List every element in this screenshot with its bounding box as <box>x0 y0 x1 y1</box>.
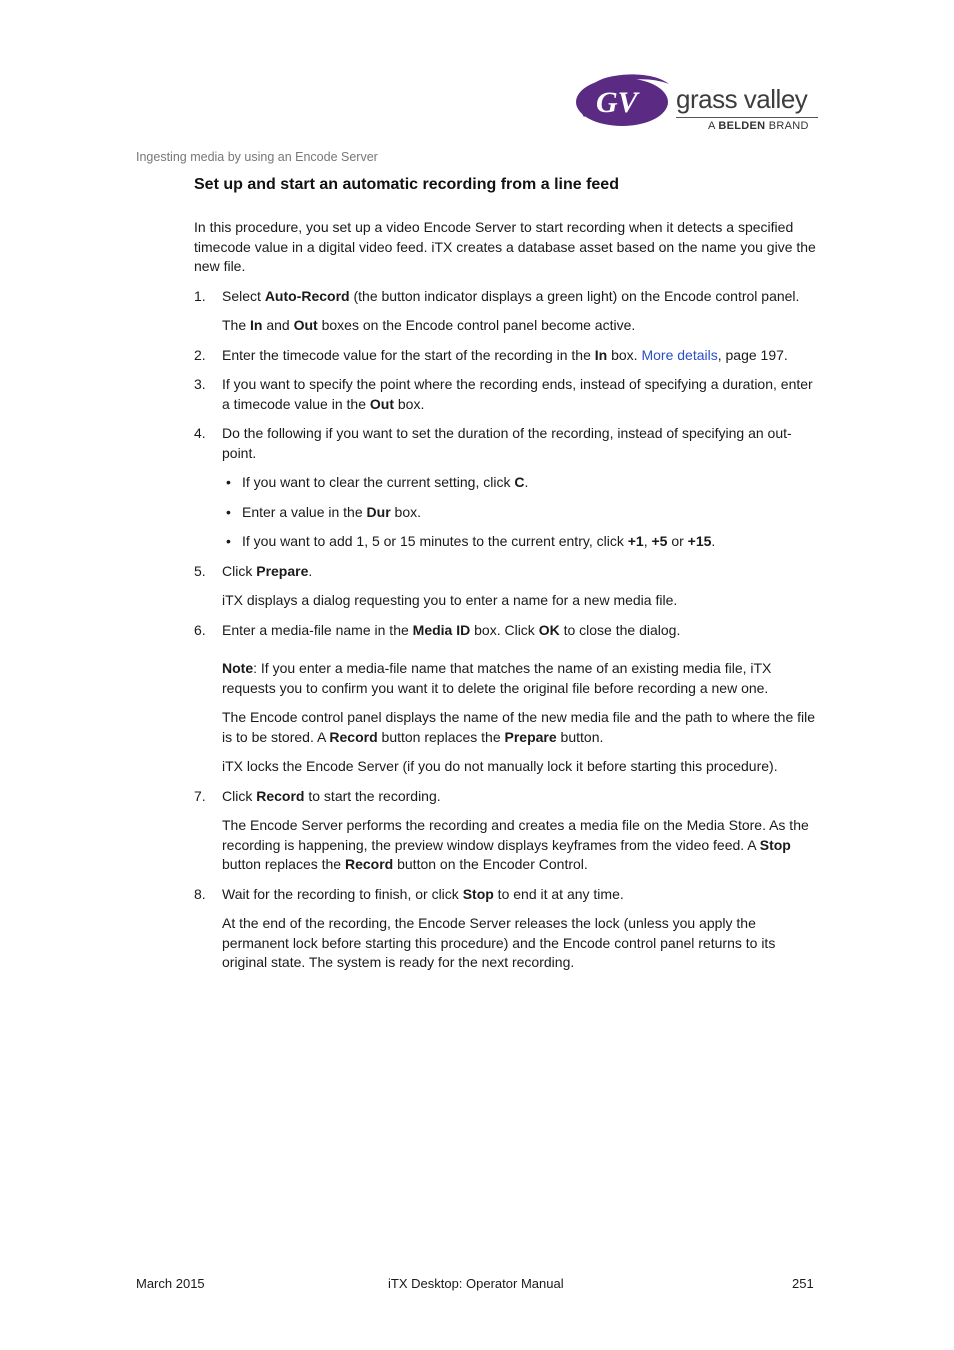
grass-valley-logo <box>574 70 824 136</box>
gv-emblem-icon <box>574 72 674 132</box>
step-6-note: Note: If you enter a media-file name that matches the name of an existing media file, iTX requests you to confirm you want it to delete the original file before recording a new one. <box>222 660 772 696</box>
logo-tagline: A BELDEN BRAND <box>708 120 809 132</box>
step-5-detail: iTX displays a dialog requesting you to enter a name for a new media file. <box>222 592 678 608</box>
step-number: 5. <box>194 562 206 579</box>
step-8: 8. Wait for the recording to finish, or click Stop to end it at any time. <box>194 885 824 905</box>
svg-text:GV: GV <box>596 86 638 119</box>
step-6-detail: The Encode control panel displays the name of the new media file and the path to where the file is to be stored. A Record button replaces the Prepare button. <box>222 709 816 745</box>
step-number: 6. <box>194 621 206 638</box>
running-header: Ingesting media by using an Encode Server <box>136 150 378 164</box>
list-item: • Enter a value in the Dur box. <box>222 503 824 523</box>
step-1: 1. Select Auto-Record (the button indicator displays a green light) on the Encode control panel. <box>194 287 824 307</box>
more-details-link[interactable]: More details <box>641 346 718 363</box>
step-number: 3. <box>194 376 206 392</box>
step-5: 5. Click Prepare. <box>194 562 824 582</box>
step-7-detail: The Encode Server performs the recording and creates a media file on the Media Store. As the recording is happening, the preview window displays keyframes from the video feed. A Stop button replaces the Record button on the Encoder Control. <box>222 817 809 872</box>
step-6: 6. Enter a media-file name in the Media ID box. Click OK to close the dialog. <box>194 621 824 641</box>
step-number: 2. <box>194 346 206 363</box>
procedure-body <box>194 218 824 983</box>
logo-divider <box>676 117 818 118</box>
step-number: 4. <box>194 425 206 441</box>
list-item: • If you want to clear the current setting, click C. <box>222 473 824 493</box>
logo-wordmark: grass valley <box>676 84 808 114</box>
step-4-options <box>222 473 824 552</box>
step-8-detail: At the end of the recording, the Encode Server releases the lock (unless you apply the permanent lock before starting this procedure) and the Encode control panel returns to its original state. The system is ready for the next recording. <box>222 915 776 970</box>
step-2: 2. Enter the timecode value for the start of the recording in the In box. More details, page 197. <box>194 346 824 366</box>
step-6-lock-detail: iTX locks the Encode Server (if you do not manually lock it before starting this procedure). <box>222 758 778 774</box>
step-number: 8. <box>194 885 206 902</box>
step-4: 4. Do the following if you want to set the duration of the recording, instead of specifying an out-point. <box>194 425 792 461</box>
section-title: Set up and start an automatic recording from a line feed <box>194 176 619 193</box>
footer-date: March 2015 <box>136 1276 205 1291</box>
step-7: 7. Click Record to start the recording. <box>194 787 824 807</box>
footer-manual-title: iTX Desktop: Operator Manual <box>388 1276 564 1291</box>
step-number: 7. <box>194 787 206 804</box>
step-1-detail: The In and Out boxes on the Encode control panel become active. <box>222 317 636 333</box>
step-number: 1. <box>194 287 206 304</box>
step-3: 3. If you want to specify the point where the recording ends, instead of specifying a duration, enter a timecode value in the Out box. <box>194 376 813 412</box>
intro-paragraph: In this procedure, you set up a video Encode Server to start recording when it detects a specified timecode value in a digital video feed. iTX creates a database asset based on the name you give the new file. <box>194 219 816 274</box>
footer-page-number: 251 <box>792 1276 814 1291</box>
list-item: • If you want to add 1, 5 or 15 minutes to the current entry, click +1, +5 or +15. <box>222 532 824 552</box>
